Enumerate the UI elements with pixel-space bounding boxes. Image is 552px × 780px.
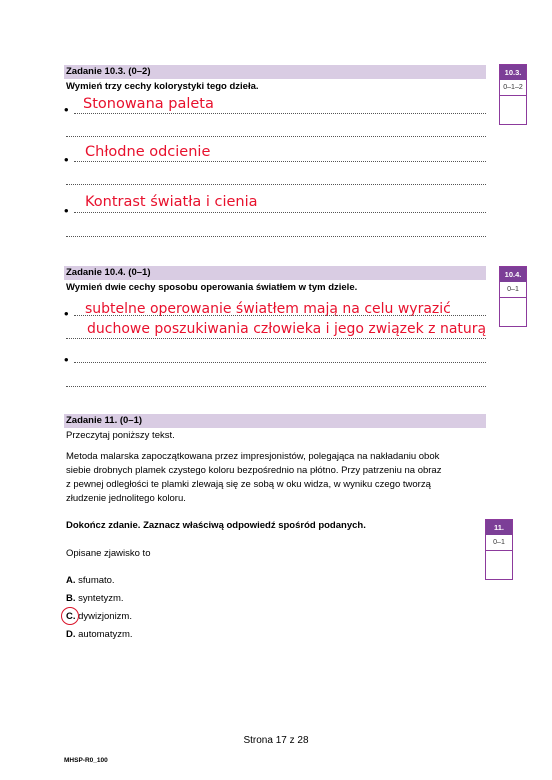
bullet: • [64,102,69,117]
option-text: syntetyzm. [78,593,124,604]
answer-line [74,362,486,363]
score-box-label: 11. [486,520,512,535]
task-11-text [66,450,476,506]
task-11-intro: Przeczytaj poniższy tekst. [66,430,175,441]
handwritten-answer-line-2: duchowe poszukiwania człowieka i jego związek z naturą [87,321,487,337]
task-11-title: Zadanie 11. (0–1) [66,415,143,426]
option-text: automatyzm. [78,629,133,640]
bullet: • [64,306,69,321]
answer-line [74,113,486,114]
answer-line [74,315,486,316]
answer-line [74,212,486,213]
score-box-points: 0–1–2 [500,80,526,96]
score-box-10-4 [499,266,527,327]
bullet: • [64,352,69,367]
text-line: siebie drobnych plamek czystego koloru bezpośrednio na płótno. Przy patrzeniu na obraz [66,465,442,476]
score-box-points: 0–1 [486,535,512,551]
text-line: Metoda malarska zapoczątkowana przez impresjonistów, polegająca na nakładaniu obok [66,451,440,462]
selected-answer-circle [61,607,79,625]
answer-line [66,338,486,339]
option-letter: B. [66,593,76,604]
answer-line [66,184,486,185]
bullet: • [64,152,69,167]
score-box-field [486,551,512,579]
option-letter: D. [66,629,76,640]
handwritten-answer-1: Stonowana paleta [83,96,214,112]
handwritten-answer-line-1: subtelne operowanie światłem mają na celu wyrazić [85,301,451,317]
task-10-3-title: Zadanie 10.3. (0–2) [66,66,151,77]
task-10-3-prompt: Wymień trzy cechy kolorystyki tego dzieła. [66,81,259,92]
answer-line [66,236,486,237]
score-box-11 [485,519,513,580]
task-10-4-prompt: Wymień dwie cechy sposobu operowania światłem w tym dziele. [66,282,358,293]
handwritten-answer-2: Chłodne odcienie [85,144,211,160]
task-11-instruction: Dokończ zdanie. Zaznacz właściwą odpowiedź spośród podanych. [66,520,366,531]
score-box-label: 10.4. [500,267,526,282]
option-text: sfumato. [78,575,115,586]
answer-line [66,386,486,387]
answer-line [74,161,486,162]
score-box-label: 10.3. [500,65,526,80]
score-box-10-3 [499,64,527,125]
option-text: dywizjonizm. [78,611,132,622]
page-number: Strona 17 z 28 [243,735,309,746]
answer-line [66,136,486,137]
score-box-field [500,298,526,326]
option-letter: C. [66,611,76,622]
option-b[interactable] [66,593,124,604]
exam-code: MHSP-R0_100 [64,757,108,764]
option-a[interactable] [66,575,115,586]
text-line: z pewnej odległości te plamki zlewają się ze sobą w oku widza, w wyniku czego tworzą [66,479,431,490]
score-box-field [500,96,526,124]
bullet: • [64,203,69,218]
score-box-points: 0–1 [500,282,526,298]
option-letter: A. [66,575,76,586]
task-10-4-title: Zadanie 10.4. (0–1) [66,267,151,278]
text-line: złudzenie jednolitego koloru. [66,493,186,504]
option-d[interactable] [66,629,133,640]
handwritten-answer-3: Kontrast światła i cienia [85,194,258,210]
task-11-stem: Opisane zjawisko to [66,548,151,559]
